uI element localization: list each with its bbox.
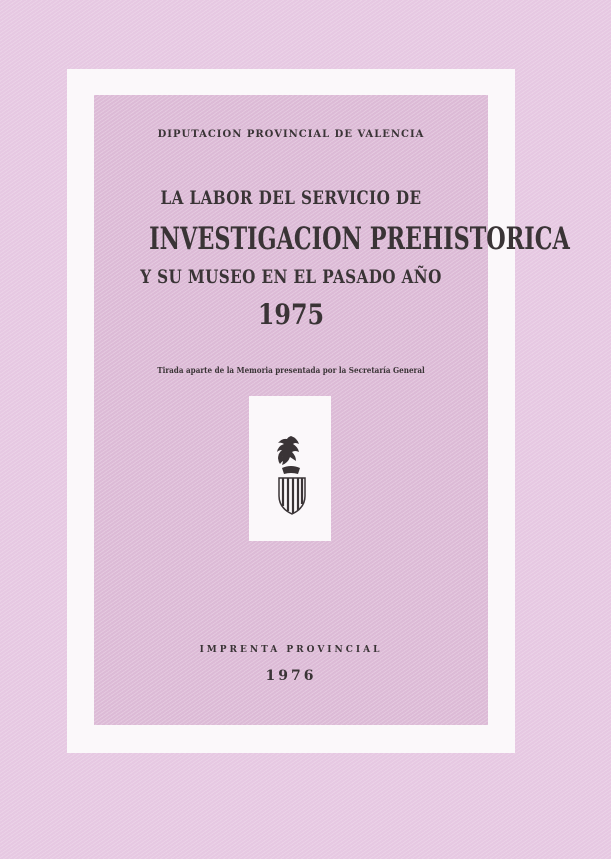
coat-of-arms-icon — [249, 396, 331, 541]
emblem-box — [249, 396, 331, 541]
title-line-1: LA LABOR DEL SERVICIO DE — [160, 187, 422, 209]
print-year: 1976 — [265, 668, 317, 684]
printer-name: IMPRENTA PROVINCIAL — [199, 645, 383, 655]
subtitle: Tirada aparte de la Memoria presentada por la Secretaría General — [157, 365, 425, 375]
cover-panel — [94, 95, 570, 725]
institution-header: DIPUTACION PROVINCIAL DE VALENCIA — [157, 129, 425, 140]
title-year: 1975 — [257, 298, 325, 331]
title-line-3: Y SU MUSEO EN EL PASADO AÑO — [140, 266, 442, 288]
title-line-2: INVESTIGACION PREHISTORICA — [149, 221, 570, 257]
